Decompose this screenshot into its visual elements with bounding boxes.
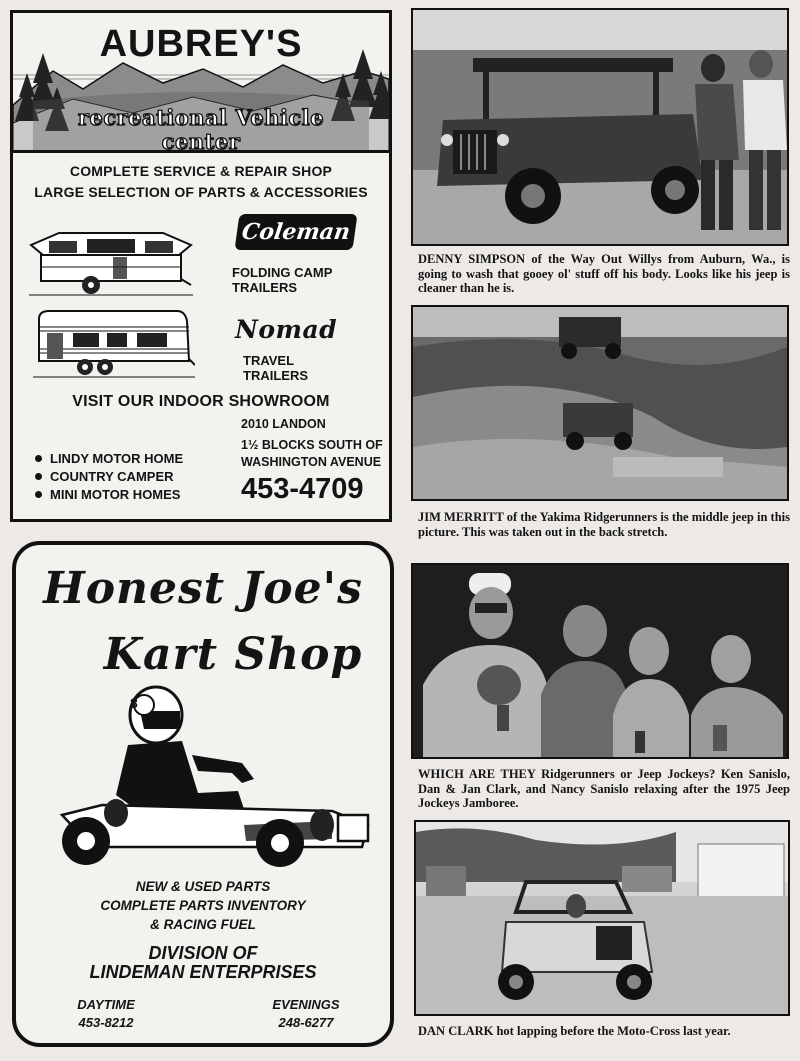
aubrey-address-line2: 1½ BLOCKS SOUTH OF <box>241 438 383 452</box>
honest-joe-line1: NEW & USED PARTS <box>135 879 271 894</box>
caption-1-lead: DENNY SIMPSON <box>418 252 526 266</box>
aubrey-phone: 453-4709 <box>241 473 364 505</box>
aubrey-rv-ad <box>10 10 392 522</box>
evenings-phone: 248-6277 <box>278 1015 334 1030</box>
honest-joe-division-line1: DIVISION OF <box>148 943 258 963</box>
aubrey-ad-subtitle-line2: center <box>161 129 241 153</box>
nomad-logo: Nomad <box>235 315 338 344</box>
coleman-logo-text: Coleman <box>240 219 352 245</box>
aubrey-showroom: VISIT OUR INDOOR SHOWROOM <box>72 393 330 410</box>
aubrey-tagline-2: LARGE SELECTION OF PARTS & ACCESSORIES <box>34 184 368 200</box>
aubrey-bullet-3: MINI MOTOR HOMES <box>35 487 180 502</box>
coleman-logo <box>234 214 357 250</box>
kart-number: 8 <box>130 695 138 711</box>
go-kart-illustration <box>32 675 378 871</box>
daytime-label: DAYTIME <box>77 997 135 1012</box>
caption-photo-1 <box>418 252 790 296</box>
caption-2-text: of the Yakima Ridgerunners is the middle jeep in this picture. This was taken out in the back stretch. <box>418 510 791 539</box>
photo-denny-simpson-jeep <box>411 8 789 246</box>
photo-dan-clark-hot-lapping <box>414 820 790 1016</box>
honest-joe-title-line1: Honest Joe's <box>43 563 363 614</box>
evenings-label: EVENINGS <box>272 997 340 1012</box>
nomad-product-line1: TRAVEL <box>243 353 295 368</box>
honest-joe-title-line2: Kart Shop <box>103 629 363 680</box>
folding-camp-trailer-illustration <box>29 219 193 299</box>
aubrey-ad-subtitle-line1: recreational Vehicle <box>77 105 325 130</box>
aubrey-bullet-1: LINDY MOTOR HOME <box>35 451 183 466</box>
nomad-product-line2: TRAILERS <box>243 368 308 383</box>
honest-joe-line3: & RACING FUEL <box>150 917 256 932</box>
honest-joes-kart-shop-ad <box>12 541 394 1047</box>
caption-photo-4 <box>418 1024 790 1039</box>
honest-joe-line2: COMPLETE PARTS INVENTORY <box>100 898 306 913</box>
aubrey-address-line1: 2010 LANDON <box>241 417 326 431</box>
caption-4-lead: DAN CLARK <box>418 1024 494 1038</box>
photo-jim-merritt-jeeps <box>411 305 789 501</box>
aubrey-bullet-2: COUNTRY CAMPER <box>35 469 174 484</box>
caption-3-text: Ridgerunners or Jeep Jockeys? Ken Sanislo, Dan & Jan Clark, and Nancy Sanislo relaxing after the 1975 Jeep Jockeys Jamboree. <box>418 767 790 810</box>
caption-1-text: of the Way Out Willys from Auburn, Wa., is going to wash that gooey ol' stuff off his body. Looks like his jeep is cleaner than he is. <box>418 252 791 295</box>
aubrey-ad-header <box>13 13 389 153</box>
caption-3-lead: WHICH ARE THEY <box>418 767 536 781</box>
caption-photo-3 <box>418 767 790 811</box>
aubrey-address-line3: WASHINGTON AVENUE <box>241 455 382 469</box>
aubrey-ad-title: AUBREY'S <box>99 23 303 65</box>
photo-four-people-jamboree <box>411 563 789 759</box>
honest-joe-division-line2: LINDEMAN ENTERPRISES <box>89 962 317 982</box>
aubrey-tagline-1: COMPLETE SERVICE & REPAIR SHOP <box>69 163 333 179</box>
coleman-product-line2: TRAILERS <box>232 280 297 295</box>
caption-2-lead: JIM MERRITT <box>418 510 504 524</box>
daytime-phone: 453-8212 <box>78 1015 134 1030</box>
travel-trailer-illustration <box>33 309 195 381</box>
caption-photo-2 <box>418 510 790 539</box>
caption-4-text: hot lapping before the Moto-Cross last year. <box>493 1024 731 1038</box>
coleman-product-line1: FOLDING CAMP <box>232 265 333 280</box>
